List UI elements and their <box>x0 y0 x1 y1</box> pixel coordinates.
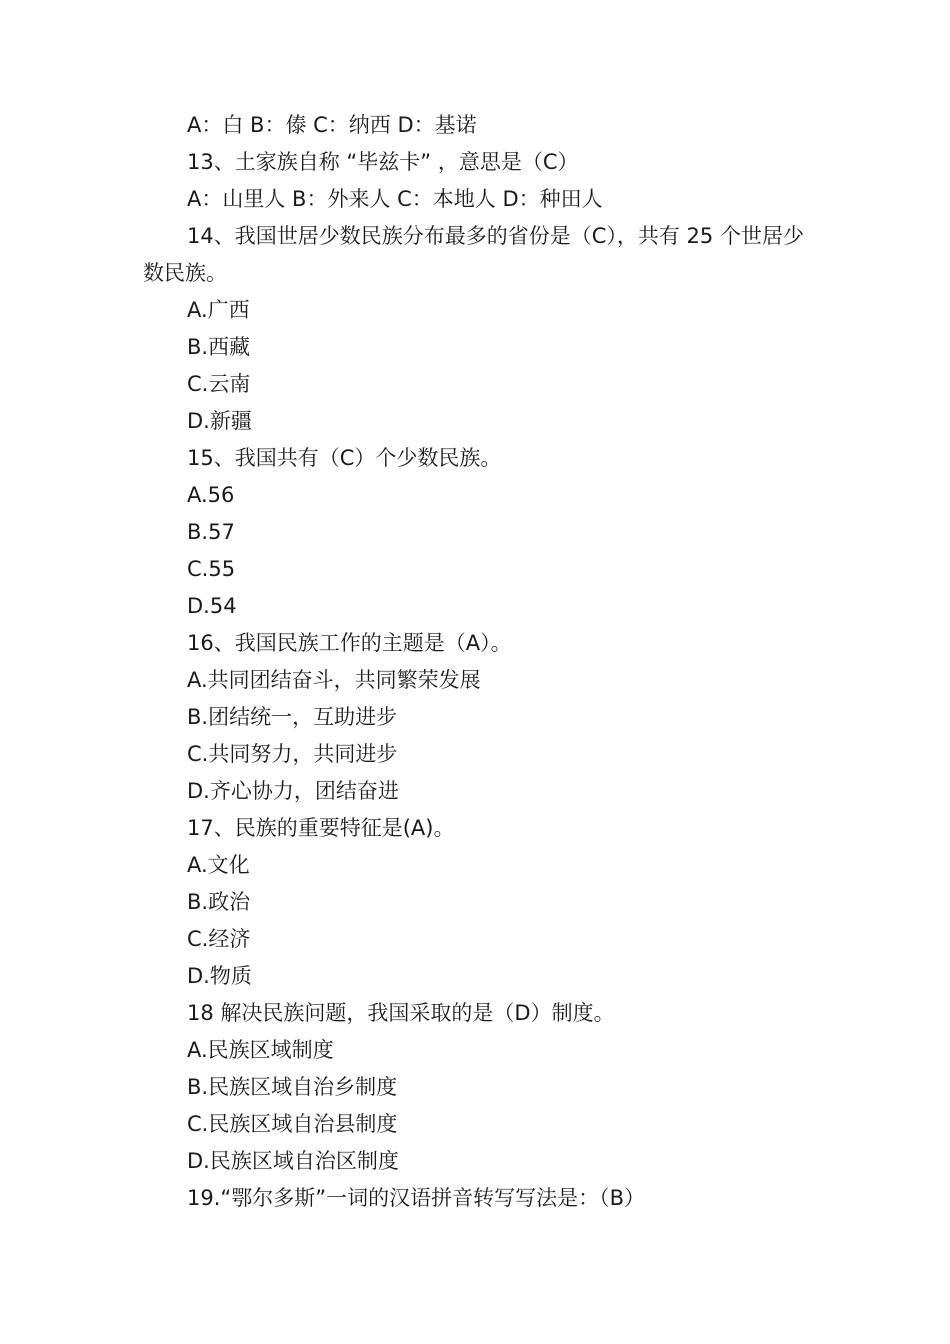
option-b: B.57 <box>187 520 235 544</box>
option-d: D.物质 <box>187 964 252 988</box>
option-line: A：山里人 B：外来人 C：本地人 D：种田人 <box>187 187 603 211</box>
option-a: A.共同团结奋斗，共同繁荣发展 <box>187 668 481 692</box>
option-a: A.文化 <box>187 853 250 877</box>
question-16: 16、我国民族工作的主题是（A）。 <box>187 631 512 655</box>
question-15: 15、我国共有（C）个少数民族。 <box>187 446 502 470</box>
option-d: D.新疆 <box>187 409 252 433</box>
question-14: 14、我国世居少数民族分布最多的省份是（C），共有 25 个世居少数民族。 <box>143 224 804 285</box>
option-d: D.齐心协力，团结奋进 <box>187 779 399 803</box>
document-body <box>143 107 813 1217</box>
question-19: 19.“鄂尔多斯”一词的汉语拼音转写写法是：（B） <box>187 1186 646 1210</box>
option-d: D.54 <box>187 594 237 618</box>
option-c: C.共同努力，共同进步 <box>187 742 398 766</box>
option-b: B.西藏 <box>187 335 251 359</box>
option-d: D.民族区域自治区制度 <box>187 1149 399 1173</box>
question-18: 18 解决民族问题，我国采取的是（D）制度。 <box>187 1001 615 1025</box>
question-13: 13、土家族自称 “毕兹卡” ，意思是（C） <box>187 150 579 174</box>
option-b: B.政治 <box>187 890 251 914</box>
option-c: C.55 <box>187 557 236 581</box>
option-a: A.广西 <box>187 298 250 322</box>
option-line: A：白 B：傣 C：纳西 D：基诺 <box>187 113 477 137</box>
option-b: B.团结统一，互助进步 <box>187 705 398 729</box>
question-17: 17、民族的重要特征是(A)。 <box>187 816 455 840</box>
option-c: C.经济 <box>187 927 251 951</box>
option-c: C.云南 <box>187 372 251 396</box>
option-b: B.民族区域自治乡制度 <box>187 1075 398 1099</box>
option-c: C.民族区域自治县制度 <box>187 1112 398 1136</box>
option-a: A.民族区域制度 <box>187 1038 334 1062</box>
option-a: A.56 <box>187 483 235 507</box>
